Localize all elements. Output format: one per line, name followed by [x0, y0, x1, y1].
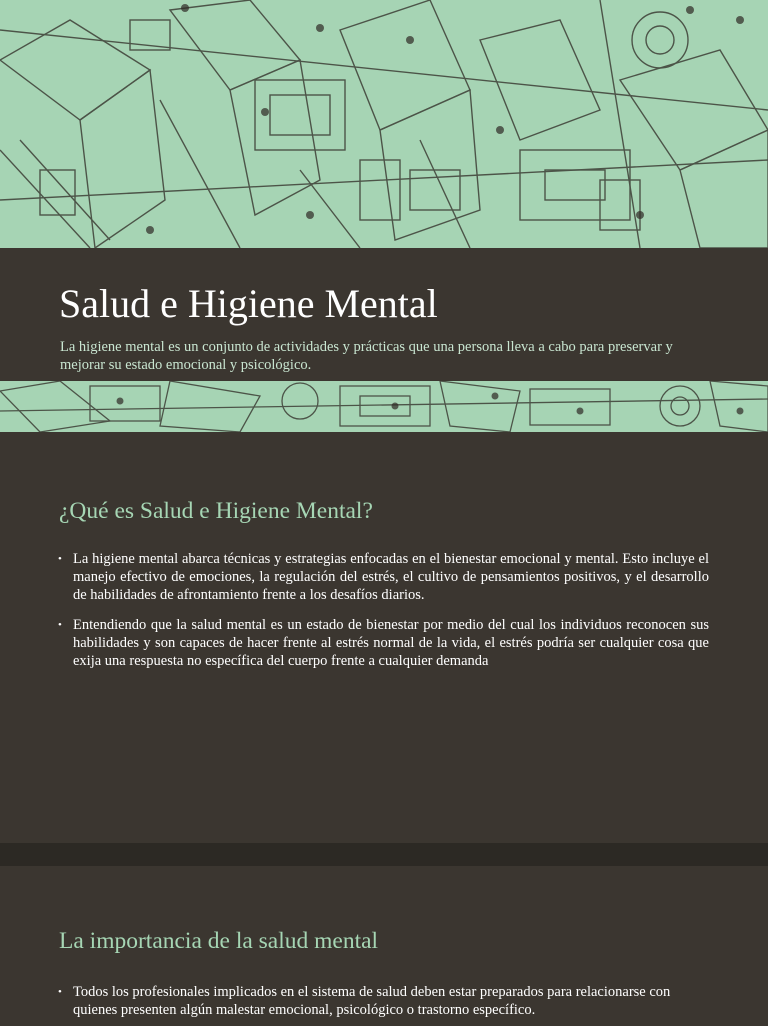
bullet-glyph: • — [58, 553, 62, 565]
bullet-text: Todos los profesionales implicados en el sistema de salud deben estar preparados para relacionarse con quienes presenten algún malestar emocional, psicológico o trastorno específico. — [73, 984, 671, 1018]
city-sketch-image — [0, 0, 768, 248]
bullet-list — [58, 551, 709, 684]
slide-title: Salud e Higiene Mental — [59, 281, 438, 326]
bullet-text: Entendiendo que la salud mental es un estado de bienestar por medio del cual los individuos reconocen sus habilidades y son capaces de hacer frente al estrés normal de la vida, el estrés podría ser cualquier cosa que exija una respuesta no específica del cuerpo frente a cualquier demanda — [73, 617, 709, 669]
city-sketch-strip — [0, 381, 768, 432]
bullet-glyph: • — [58, 986, 62, 998]
list-item — [58, 984, 709, 1020]
slide-subtitle: La higiene mental es un conjunto de actividades y prácticas que una persona lleva a cabo para preservar y mejorar su estado emocional y psicológico. — [60, 339, 673, 373]
list-item — [58, 617, 709, 670]
bullet-glyph: • — [58, 619, 62, 632]
bullet-text: La higiene mental abarca técnicas y estrategias enfocadas en el bienestar emocional y mental. Esto incluye el manejo efectivo de emociones, la regulación del estrés, el cultivo de pensamientos positivos, y el desarrollo de habilidades de afrontamiento frente a los desafíos diarios. — [73, 551, 709, 603]
bullet-list — [58, 984, 709, 1026]
slide-heading: La importancia de la salud mental — [59, 928, 379, 954]
importance-slide — [0, 866, 768, 1026]
title-slide — [0, 0, 768, 432]
list-item — [58, 551, 709, 604]
definition-slide — [0, 432, 768, 843]
slide-heading: ¿Qué es Salud e Higiene Mental? — [59, 498, 373, 524]
